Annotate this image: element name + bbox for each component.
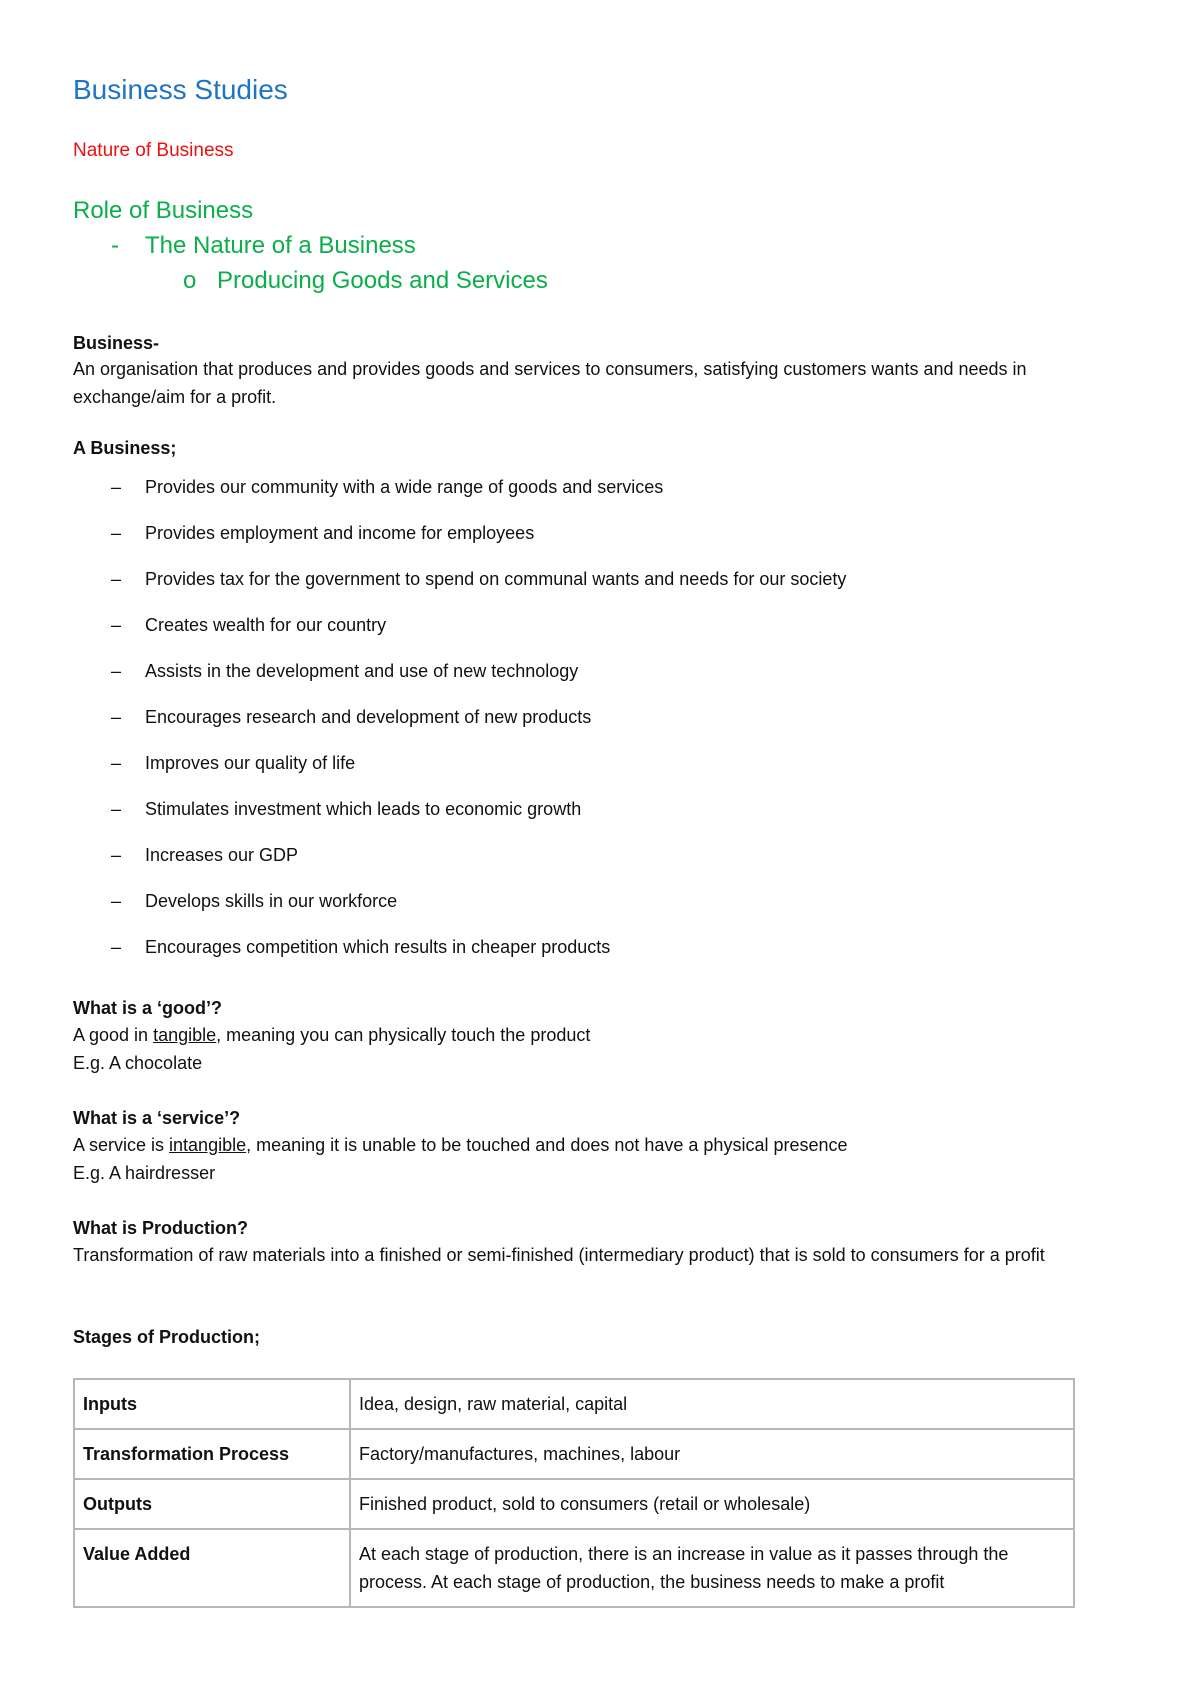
good-term: tangible	[153, 1025, 217, 1045]
dash-bullet: –	[111, 753, 122, 773]
dash-bullet: –	[111, 891, 122, 911]
list-item	[111, 658, 846, 704]
table-cell-key: Outputs	[74, 1479, 350, 1529]
table-cell-value: Idea, design, raw material, capital	[350, 1379, 1074, 1429]
list-item-text: Provides our community with a wide range of goods and services	[145, 477, 664, 497]
production-label: What is Production?	[73, 1218, 248, 1238]
table-cell-value: Factory/manufactures, machines, labour	[350, 1429, 1074, 1479]
list-item	[111, 888, 846, 934]
list-item-text: Improves our quality of life	[145, 753, 356, 773]
stages-label: Stages of Production;	[73, 1327, 261, 1347]
a-business-list	[111, 474, 846, 980]
list-item-text: Develops skills in our workforce	[145, 891, 398, 911]
dash-bullet: –	[111, 799, 122, 819]
dash-bullet: –	[111, 523, 122, 543]
stages-table	[73, 1378, 1075, 1608]
list-item	[111, 750, 846, 796]
table-row	[74, 1429, 1074, 1479]
service-pre: A service is	[73, 1135, 170, 1155]
list-item	[111, 842, 846, 888]
list-item-text: Assists in the development and use of new technology	[145, 661, 579, 681]
good-post: , meaning you can physically touch the product	[216, 1025, 591, 1045]
service-label: What is a ‘service’?	[73, 1108, 241, 1128]
service-definition	[73, 1131, 1133, 1159]
good-label: What is a ‘good’?	[73, 998, 222, 1018]
dash-bullet: –	[111, 707, 122, 727]
dash-bullet: –	[111, 569, 122, 589]
heading-nature-of-business	[111, 232, 416, 260]
heading-producing-text: Producing Goods and Services	[217, 267, 548, 294]
dash-bullet: –	[111, 477, 122, 497]
list-item-text: Provides employment and income for employees	[145, 523, 535, 543]
table-cell-key: Transformation Process	[74, 1429, 350, 1479]
table-row	[74, 1479, 1074, 1529]
table-row	[74, 1379, 1074, 1429]
production-definition: Transformation of raw materials into a finished or semi-finished (intermediary product) that is sold to consumers for a profit	[73, 1245, 1045, 1265]
list-item-text: Encourages competition which results in cheaper products	[145, 937, 611, 957]
a-business-label: A Business;	[73, 438, 177, 458]
list-item-text: Encourages research and development of new products	[145, 707, 592, 727]
table-cell-value: At each stage of production, there is an increase in value as it passes through the process. At each stage of production, the business needs to make a profit	[350, 1529, 1074, 1607]
dash-bullet: –	[111, 845, 122, 865]
heading-nature-text: The Nature of a Business	[145, 232, 416, 259]
dash-bullet: -	[111, 232, 119, 259]
list-item	[111, 704, 846, 750]
list-item	[111, 796, 846, 842]
circle-bullet: o	[183, 267, 197, 294]
list-item	[111, 474, 846, 520]
document-title: Business Studies	[73, 74, 288, 105]
heading-role-of-business: Role of Business	[73, 197, 254, 224]
list-item-text: Creates wealth for our country	[145, 615, 387, 635]
good-example: E.g. A chocolate	[73, 1053, 203, 1073]
dash-bullet: –	[111, 615, 122, 635]
business-label: Business-	[73, 333, 160, 353]
good-definition	[73, 1021, 1133, 1049]
table-row	[74, 1529, 1074, 1607]
document-subtitle: Nature of Business	[73, 140, 234, 161]
list-item-text: Increases our GDP	[145, 845, 299, 865]
service-post: , meaning it is unable to be touched and does not have a physical presence	[246, 1135, 848, 1155]
table-cell-value: Finished product, sold to consumers (retail or wholesale)	[350, 1479, 1074, 1529]
table-cell-key: Inputs	[74, 1379, 350, 1429]
table-cell-key: Value Added	[74, 1529, 350, 1607]
list-item	[111, 520, 846, 566]
business-definition: An organisation that produces and provides goods and services to consumers, satisfying customers wants and needs in exchange/aim for a profit.	[73, 359, 1027, 407]
dash-bullet: –	[111, 661, 122, 681]
dash-bullet: –	[111, 937, 122, 957]
list-item-text: Stimulates investment which leads to economic growth	[145, 799, 582, 819]
service-term: intangible	[169, 1135, 247, 1155]
list-item	[111, 934, 846, 980]
list-item	[111, 566, 846, 612]
heading-producing-goods	[183, 267, 548, 295]
good-pre: A good in	[73, 1025, 154, 1045]
list-item	[111, 612, 846, 658]
list-item-text: Provides tax for the government to spend on communal wants and needs for our society	[145, 569, 847, 589]
service-example: E.g. A hairdresser	[73, 1163, 216, 1183]
